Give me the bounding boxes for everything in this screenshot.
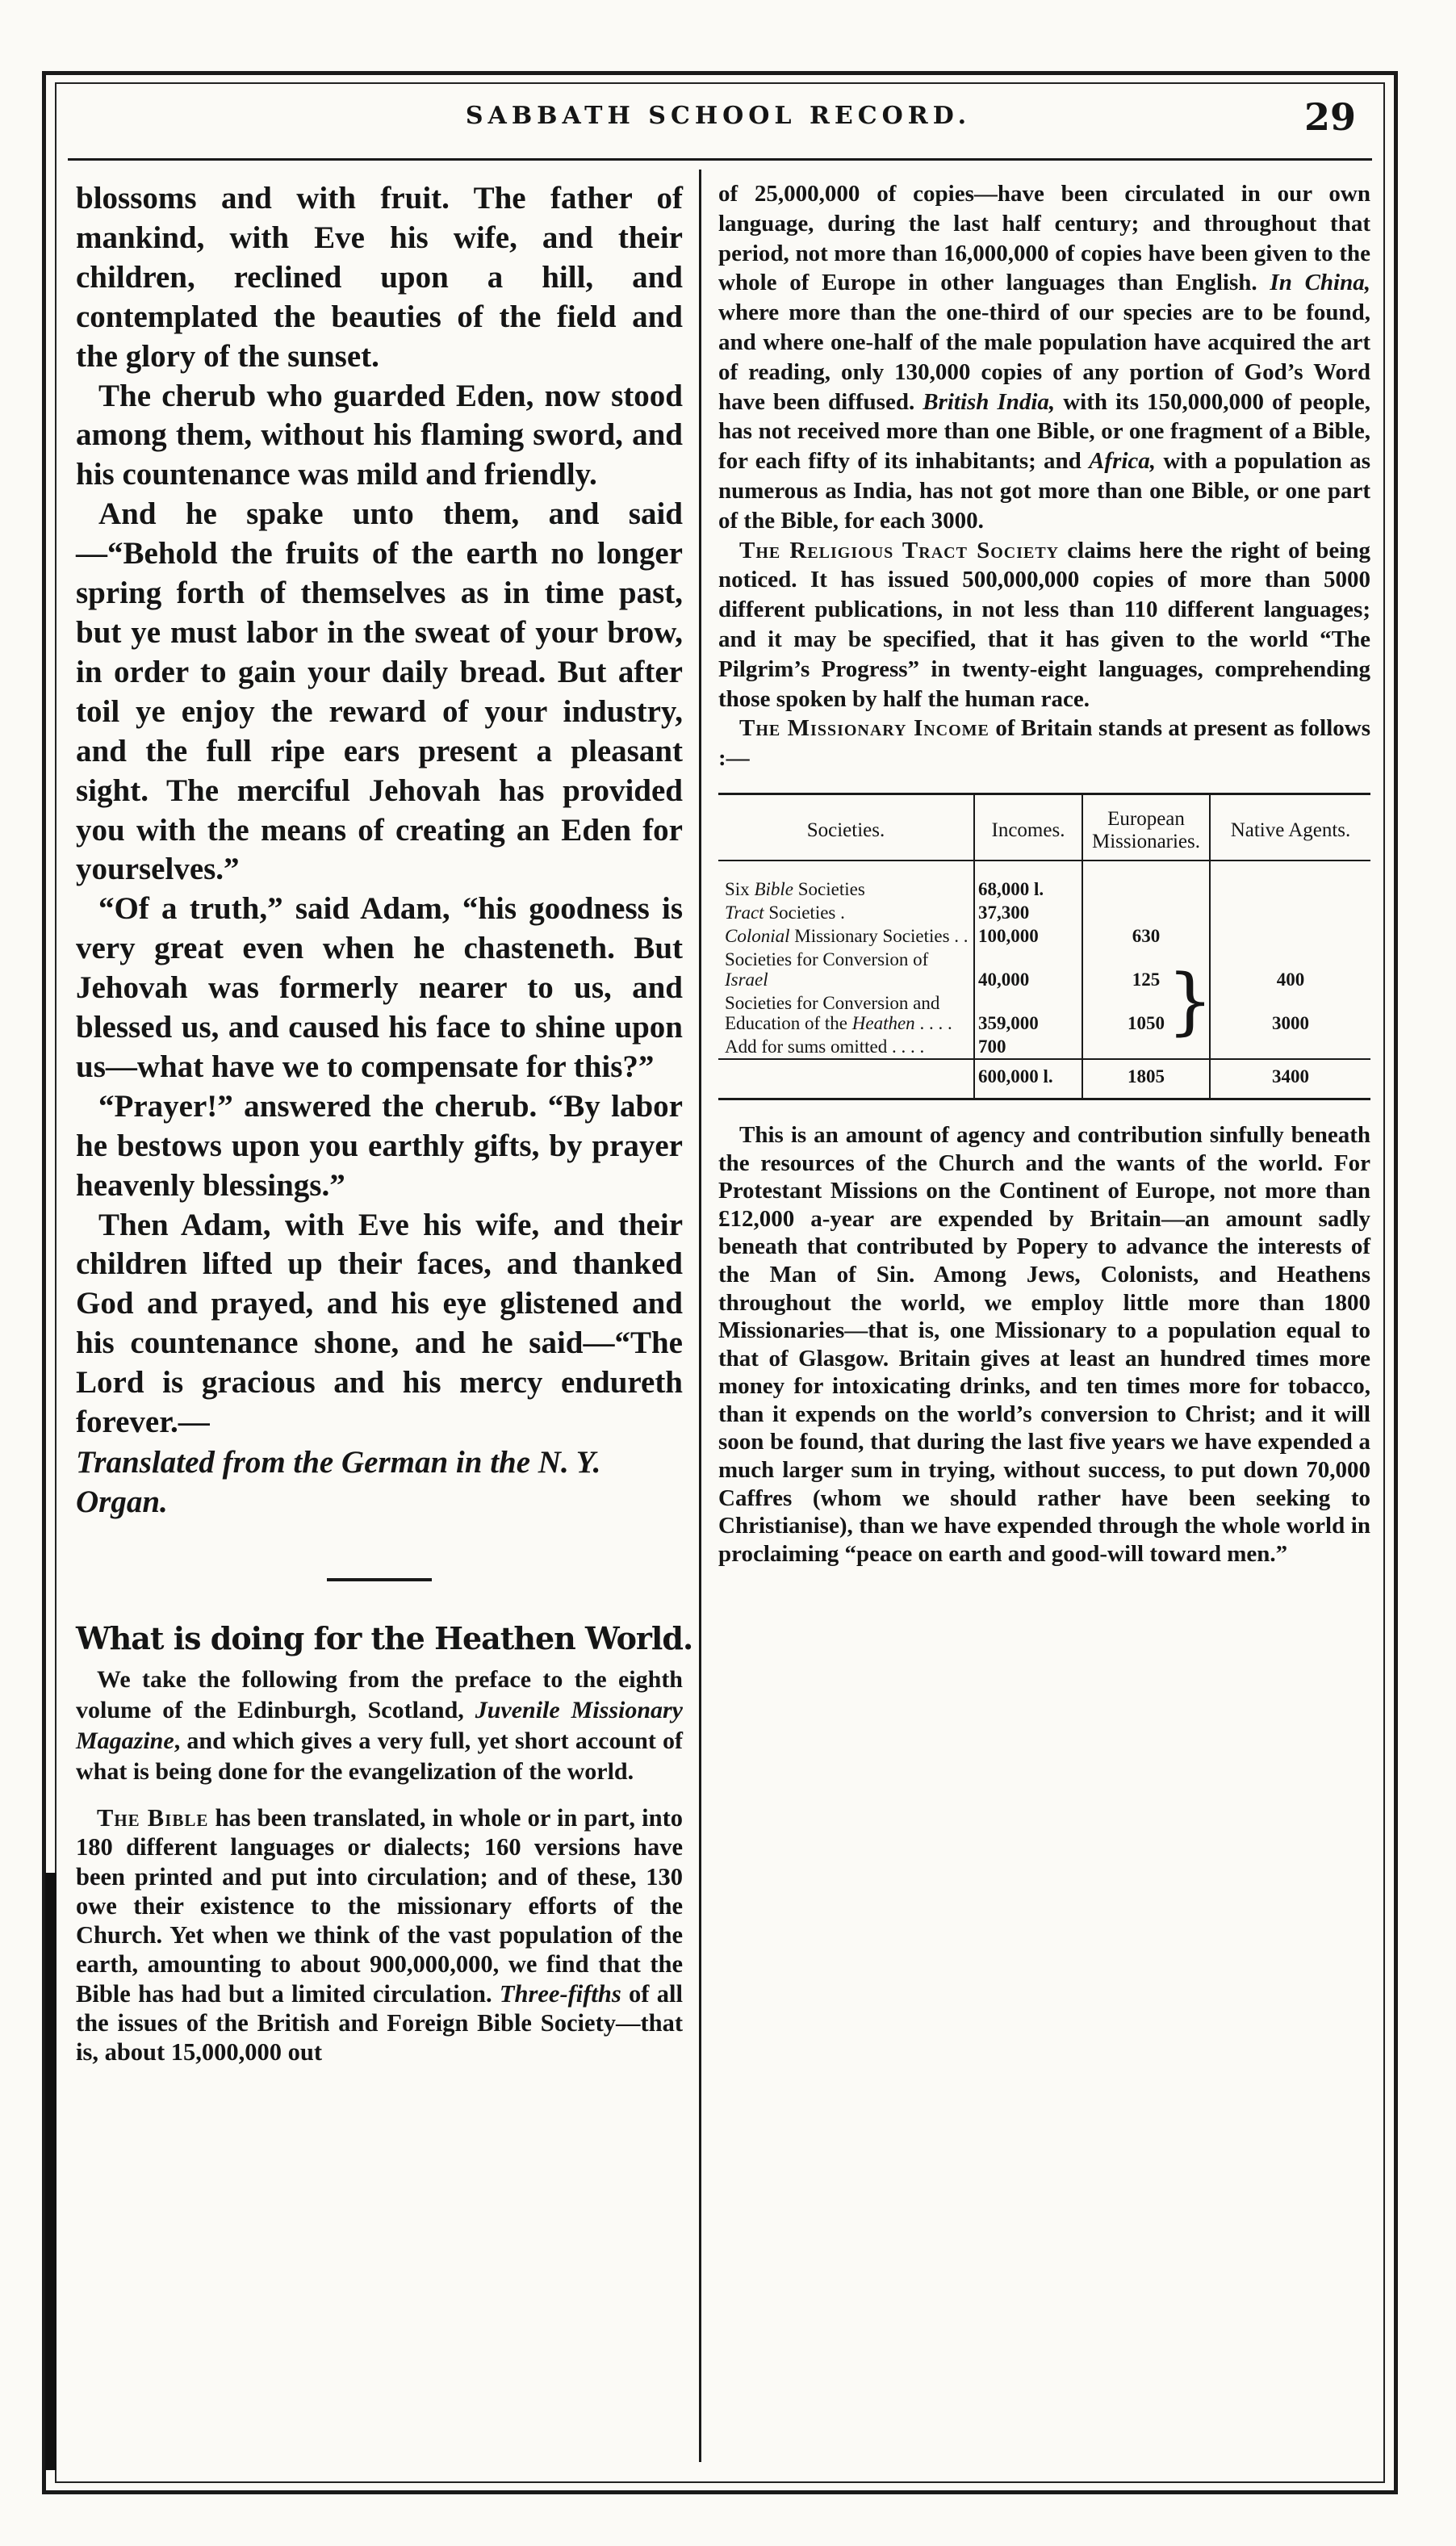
article-heading: What is doing for the Heathen World. [76,1620,693,1656]
page-number: 29 [1303,95,1356,139]
income-cell: 37,300 [974,901,1082,924]
income-cell: 68,000 l. [974,861,1082,901]
european-cell: 125 [1082,948,1210,991]
table-total-row [718,1059,1370,1098]
native-cell: 3000 [1210,991,1370,1035]
income-cell: 359,000 [974,991,1082,1035]
total-european: 1805 [1082,1059,1210,1098]
header-incomes: Incomes. [974,795,1082,861]
society-cell: Add for sums omitted . . . . [725,1036,925,1057]
income-cell: 700 [974,1035,1082,1059]
tract-society-lead: The Religious Tract Society [739,537,1060,563]
missionary-income-table [718,795,1370,1098]
table-bottom-rule [718,1098,1370,1100]
income-cell: 40,000 [974,948,1082,991]
table-row [718,861,1370,901]
header-native-agents: Native Agents. [1210,795,1370,861]
missionary-income-lead: The Missionary Income [739,715,989,742]
european-cell: 630 [1082,924,1210,948]
european-cell [1082,901,1210,924]
header-rule [68,158,1372,161]
european-cell: 1050 [1082,991,1210,1035]
society-cell: Six Bible Societies [725,878,865,899]
income-cell: 100,000 [974,924,1082,948]
total-income: 600,000 l. [974,1059,1082,1098]
table-row [718,991,1370,1035]
table-row [718,924,1370,948]
table-row [718,1035,1370,1059]
european-cell [1082,861,1210,901]
running-head [65,95,1372,152]
story-paragraph: Then Adam, with Eve his wife, and their children lifted up their faces, and thanked God and prayed, and his eye glistened and his countenance shone, and he said—“The Lord is gracious and his mercy endureth forever.— [76,1207,683,1440]
bible-lead: The Bible [97,1804,209,1832]
bible-continuation-paragraph: of 25,000,000 of copies—have been circulated in our own language, during the last half century; and throughout that period, not more than 16,000,000 of copies have been given to the whole of Europe in other languages than English. In China, where more than the one-third of our species are to be found, and where one-half of the male population have acquired the art of reading, only 130,000 copies of any portion of God’s Word have been diffused. British India, with its 150,000,000 of people, has not received more than one Bible, or one fragment of a Bible, for each fifty of its inhabitants; and Africa, with a population as numerous as India, has not got more than one Bible, or one part of the Bible, for each 3000. [718,181,1370,534]
header-european-missionaries: European Missionaries. [1082,795,1210,861]
translation-credit: Translated from the German in the N. Y. Organ. [76,1445,601,1519]
story-paragraph: blossoms and with fruit. The father of mankind, with Eve his wife, and their children, reclined upon a hill, and contemplated the beauties of the field and the glory of the sunset. [76,181,683,374]
grouping-brace: } [1167,958,1214,1044]
binding-shadow [45,1873,56,2470]
income-table-block [718,793,1370,1100]
society-cell: Societies for Conversion and Education of the Heathen . . . . [725,992,952,1033]
column-divider [699,170,701,2462]
bible-paragraph: The Bible has been translated, in whole or in part, into 180 different languages or dialects; 160 versions have been printed and put into circulation; and of these, 130 owe their existence to the missionary efforts of the Church. Yet when we think of the vast population of the earth, amounting to about 900,000,000, we find that the Bible has had but a limited circulation. Three-fifths of all the issues of the British and Foreign Bible Society—that is, about 15,000,000 out [76,1804,683,2067]
section-separator [327,1578,432,1581]
native-cell [1210,861,1370,901]
story-paragraph: “Of a truth,” said Adam, “his goodness is very great even when he chasteneth. But Jehovah was formerly nearer to us, and blessed us, and caused his face to shine upon us—what have we to compensate for this?” [76,891,683,1084]
native-cell: 400 [1210,948,1370,991]
magazine-title: Juvenile Missionary Magazine [76,1697,683,1754]
tract-society-paragraph: The Religious Tract Society claims here the right of being noticed. It has issued 500,000,000 copies of more than 5000 different publications, in not less than 110 different languages; and it may be specified, that it has given to the world “The Pilgrim’s Progress” in twenty-eight languages, comprehending those spoken by half the human race. [718,537,1370,712]
missionary-income-paragraph: The Missionary Income of Britain stands at present as follows :— [718,715,1370,772]
table-row [718,948,1370,991]
commentary-paragraph: This is an amount of agency and contribution sinfully beneath the resources of the Church and the wants of the world. For Protestant Missions on the Continent of Europe, not more than £12,000 a-year are expended by Britain—an amount sadly beneath that contributed by Popery to advance the interests of the Man of Sin. Among Jews, Colonists, and Heathens throughout the world, we employ little more than 1800 Missionaries—that is, one Missionary to a population equal to that of Glasgow. Britain gives at least an hundred times more money for intoxicating drinks, and ten times more for tobacco, than it expends on the world’s conversion to Christ; and it will soon be found, that during the last five years we have expended a much larger sum in trying, without success, to put down 70,000 Caffres (whom we should rather have been seeking to Christianise), than we have expended through the whole world in proclaiming “peace on earth and good-will toward men.” [718,1121,1370,1567]
society-cell: Colonial Missionary Societies . . [725,925,969,946]
native-cell [1210,1035,1370,1059]
story-paragraph: And he spake unto them, and said—“Behold the fruits of the earth no longer spring forth of themselves as in time past, but ye must labor in the sweat of your brow, in order to gain your daily bread. But after toil ye enjoy the reward of your industry, and the full ripe ears present a pleasant sight. The merciful Jehovah has provided you with the means of creating an Eden for yourselves.” [76,496,683,887]
table-row [718,901,1370,924]
running-title: SABBATH SCHOOL RECORD. [465,102,972,130]
society-cell: Tract Societies . [725,902,845,923]
society-cell: Societies for Conversion of Israel [725,948,929,990]
article-intro: We take the following from the preface to the eighth volume of the Edinburgh, Scotland, Juvenile Missionary Magazine, and which gives a very full, yet short account of what is being done for the evangelization of the world. [76,1666,683,1785]
right-column [718,179,1370,1568]
native-cell [1210,901,1370,924]
story-paragraph: The cherub who guarded Eden, now stood among them, without his flaming sword, and his countenance was mild and friendly. [76,378,683,492]
total-native: 3400 [1210,1059,1370,1098]
table-header-row [718,795,1370,861]
society-cell [718,1059,974,1098]
native-cell [1210,924,1370,948]
story-paragraph: “Prayer!” answered the cherub. “By labor he bestows upon you earthly gifts, by prayer heavenly blessings.” [76,1088,683,1203]
header-societies: Societies. [718,795,974,861]
left-column [76,179,693,2067]
